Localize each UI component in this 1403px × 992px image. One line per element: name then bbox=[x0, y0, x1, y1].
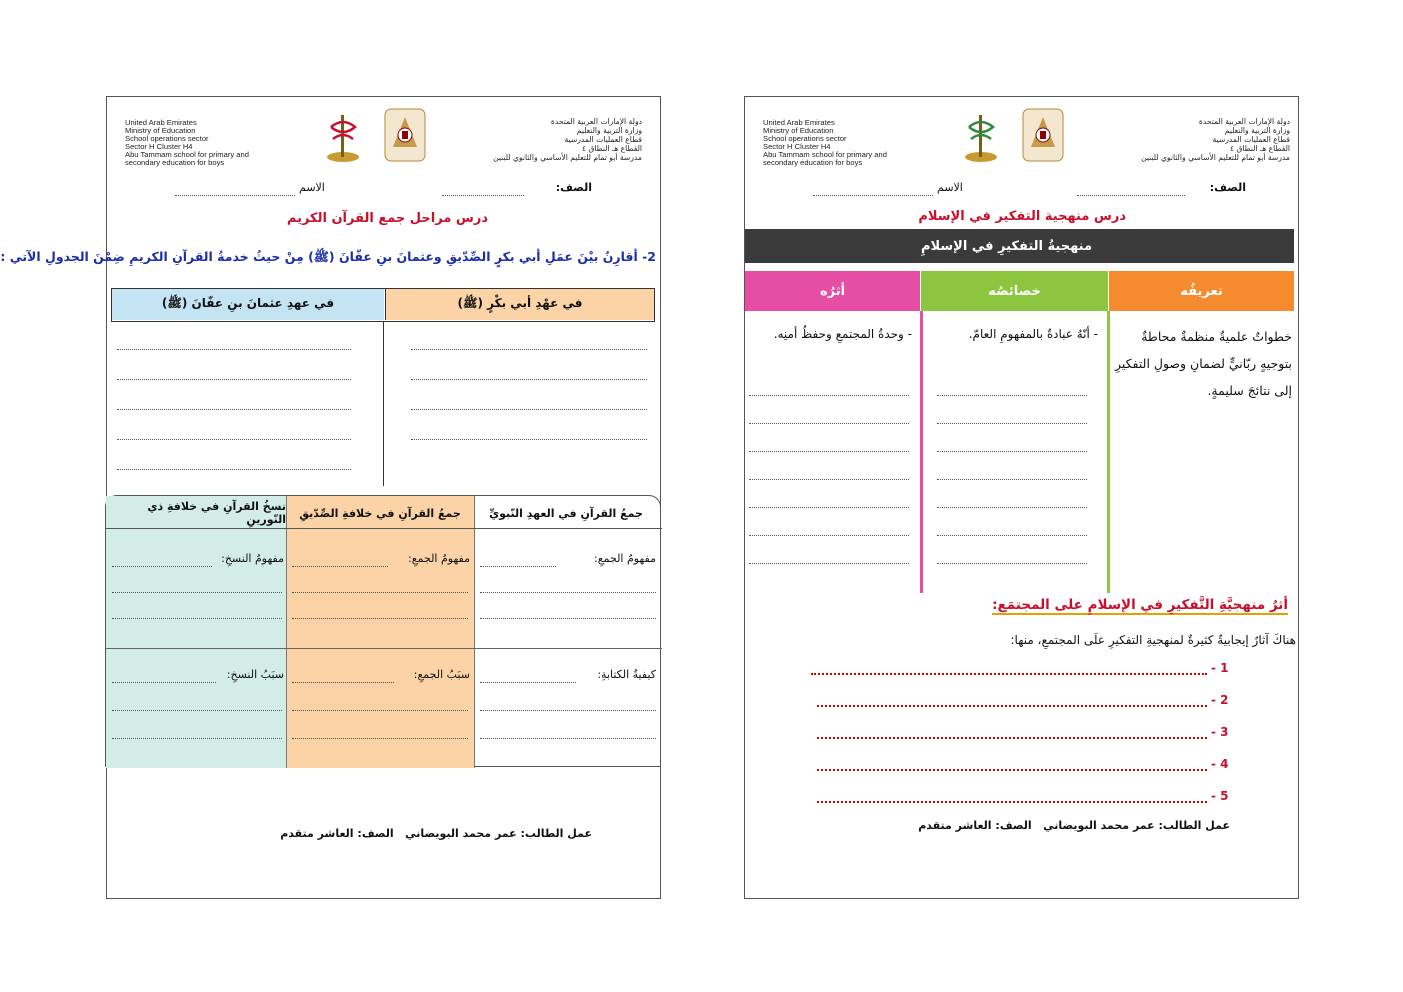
class-field[interactable] bbox=[1077, 195, 1185, 196]
col-uthman: في عهدِ عثمانَ بنِ عفّانَ (ﷺ) bbox=[112, 289, 384, 320]
effect-line[interactable] bbox=[749, 507, 909, 508]
abubakr-line[interactable] bbox=[411, 439, 647, 440]
footer-label: عمل الطالب: bbox=[1158, 819, 1230, 832]
effect-1: - وحدةُ المجتمعِ وحفظُ أمنِه. bbox=[773, 327, 912, 341]
name-field[interactable] bbox=[813, 195, 933, 196]
effect-line[interactable] bbox=[749, 479, 909, 480]
footer-class-value: العاشر متقدم bbox=[918, 819, 992, 832]
uthman-line[interactable] bbox=[117, 349, 351, 350]
lesson-title: درس منهجية التفكير في الإسلام bbox=[918, 209, 1126, 224]
uae-emblem-icon bbox=[383, 107, 427, 163]
name-field[interactable] bbox=[175, 195, 295, 196]
green-divider bbox=[1107, 311, 1110, 593]
effect-line[interactable] bbox=[749, 535, 909, 536]
siddiq-reason-label: سبَبُ الجمعِ: bbox=[413, 668, 470, 681]
answer-line[interactable] bbox=[292, 710, 468, 711]
footer-student: عمر محمد البويضاني bbox=[405, 827, 517, 840]
header-siddiq-era: جمعُ القرآنِ في خلافةِ الصِّدّيقِ bbox=[299, 506, 461, 520]
abubakr-line[interactable] bbox=[411, 379, 647, 380]
item-number: - 2 bbox=[1211, 693, 1229, 707]
class-label: الصف: bbox=[1209, 181, 1246, 194]
uthman-line[interactable] bbox=[117, 379, 351, 380]
effect-line[interactable] bbox=[749, 451, 909, 452]
answer-line[interactable] bbox=[292, 682, 394, 683]
answer-line[interactable] bbox=[292, 618, 468, 619]
footer-label: عمل الطالب: bbox=[520, 827, 592, 840]
item-line[interactable] bbox=[817, 737, 1207, 739]
item-number: - 4 bbox=[1211, 757, 1229, 771]
question-text: 2- أقارِنُ بيْنَ عمَلِ أبي بكرٍ الصِّدّيقِ وعثمانَ بنِ عفّانَ (ﷺ) مِنْ حيثُ خدمةُ القرآنِ الكريمِ ضِمْنَ الجدولِ الآتي : bbox=[0, 249, 656, 264]
answer-line[interactable] bbox=[292, 738, 468, 739]
feature-line[interactable] bbox=[937, 395, 1087, 396]
feature-line[interactable] bbox=[937, 451, 1087, 452]
answer-line[interactable] bbox=[480, 618, 656, 619]
col-features: خصائصُه bbox=[921, 271, 1108, 311]
class-field[interactable] bbox=[442, 195, 524, 196]
uthman-line[interactable] bbox=[117, 439, 351, 440]
feature-line[interactable] bbox=[937, 507, 1087, 508]
col-effect: أثرُه bbox=[745, 271, 920, 311]
answer-line[interactable] bbox=[112, 738, 282, 739]
item-line[interactable] bbox=[817, 705, 1207, 707]
item-line[interactable] bbox=[817, 769, 1207, 771]
feature-line[interactable] bbox=[937, 563, 1087, 564]
student-footer bbox=[280, 827, 592, 840]
header-prophet-era: جمعُ القرآنِ في العهدِ النّبويِّ bbox=[489, 506, 643, 520]
lesson-title: درس مراحل جمع القرآن الكريم bbox=[286, 211, 488, 226]
stages-row-line bbox=[106, 648, 662, 649]
footer-class-value: العاشر متقدم bbox=[280, 827, 354, 840]
item-line[interactable] bbox=[817, 801, 1207, 803]
feature-1: - أنّهُ عبادةٌ بالمفهومِ العامّ. bbox=[968, 327, 1098, 341]
effect-line[interactable] bbox=[749, 395, 909, 396]
answer-line[interactable] bbox=[480, 566, 556, 567]
peach-column bbox=[286, 496, 475, 768]
answer-line[interactable] bbox=[292, 592, 468, 593]
col-abubakr: في عهْدِ أبي بكْرٍ (ﷺ) bbox=[385, 289, 654, 320]
compare-table-header bbox=[111, 288, 655, 322]
answer-line[interactable] bbox=[480, 682, 576, 683]
uae-emblem-icon bbox=[1021, 107, 1065, 163]
pink-divider bbox=[920, 311, 923, 593]
teal-column bbox=[106, 496, 286, 768]
feature-line[interactable] bbox=[937, 535, 1087, 536]
ministry-logo-icon bbox=[961, 109, 1001, 165]
definition-text: خطواتٌ علميةٌ منظمةٌ محاطةٌ بتوجيهٍ ربّانيٍّ لضمانِ وصولِ التفكيرِ إلى نتائجَ سليمةٍ. bbox=[1114, 329, 1292, 398]
feature-line[interactable] bbox=[937, 423, 1087, 424]
answer-line[interactable] bbox=[480, 710, 656, 711]
right-worksheet bbox=[744, 96, 1299, 899]
prophet-concept-label: مفهومُ الجمعِ: bbox=[594, 552, 656, 565]
header-uthman-era: نسخُ القرآنِ في خلافةِ ذي النّورينِ bbox=[147, 500, 286, 526]
stages-header-line bbox=[106, 528, 662, 529]
name-label: الاسم bbox=[299, 181, 325, 194]
left-worksheet bbox=[0, 96, 661, 899]
ministry-logo-icon bbox=[323, 109, 363, 165]
item-number: - 3 bbox=[1211, 725, 1229, 739]
uthman-line[interactable] bbox=[117, 469, 351, 470]
header-arabic: دولة الإمارات العربية المتحدة وزارة التربية والتعليم قطاع العمليات المدرسية القطاع هـ النطاق ٤ مدرسة أبو تمام للتعليم الأساسي والثانوي للبنين bbox=[493, 117, 642, 162]
effect-line[interactable] bbox=[749, 423, 909, 424]
uthman-concept-label: مفهومُ النسخِ: bbox=[221, 552, 284, 565]
section-intro: هناكَ آثارٌ إيجابيةٌ كثيرةٌ لمنهجيةِ التفكيرِ علَى المجتمعِ، منها: bbox=[1010, 633, 1296, 647]
answer-line[interactable] bbox=[480, 592, 656, 593]
answer-line[interactable] bbox=[112, 566, 212, 567]
siddiq-concept-label: مفهومُ الجمعِ: bbox=[408, 552, 470, 565]
answer-line[interactable] bbox=[112, 682, 216, 683]
header-arabic: دولة الإمارات العربية المتحدة وزارة التربية والتعليم قطاع العمليات المدرسية القطاع هـ النطاق ٤ مدرسة أبو تمام للتعليم الأساسي والثانوي للبنين bbox=[1141, 117, 1290, 162]
abubakr-line[interactable] bbox=[411, 349, 647, 350]
item-line[interactable] bbox=[811, 673, 1207, 675]
student-footer bbox=[918, 819, 1230, 832]
uthman-reason-label: سبَبُ النسخِ: bbox=[226, 668, 284, 681]
footer-class-label: الصف: bbox=[995, 819, 1032, 832]
class-label: الصف: bbox=[555, 181, 592, 194]
compare-divider bbox=[383, 321, 384, 486]
footer-class-label: الصف: bbox=[357, 827, 394, 840]
section-title: أثرُ منهجيَّةِ التَّفكيرِ في الإسلامِ على المجتمَع: bbox=[992, 597, 1288, 613]
header-english: United Arab Emirates Ministry of Education School operations sector Sector H Cluster H4 Abu Tammam school for primary and secondary education for boys bbox=[763, 118, 887, 167]
item-number: - 5 bbox=[1211, 789, 1229, 803]
col-definition: تعريفُه bbox=[1109, 271, 1294, 311]
header-english: United Arab Emirates Ministry of Education School operations sector Sector H Cluster H4 Abu Tammam school for primary and secondary education for boys bbox=[125, 118, 249, 167]
feature-line[interactable] bbox=[937, 479, 1087, 480]
answer-line[interactable] bbox=[112, 592, 282, 593]
stages-table bbox=[105, 495, 661, 767]
prophet-writing-label: كيفيةُ الكتابةِ: bbox=[597, 668, 656, 681]
answer-line[interactable] bbox=[112, 710, 282, 711]
abubakr-line[interactable] bbox=[411, 409, 647, 410]
answer-line[interactable] bbox=[292, 566, 388, 567]
footer-student: عمر محمد البويضاني bbox=[1043, 819, 1155, 832]
answer-line[interactable] bbox=[112, 618, 282, 619]
name-label: الاسم bbox=[937, 181, 963, 194]
banner: منهجيةُ التفكيرِ في الإسلامِ bbox=[745, 229, 1294, 263]
item-number: - 1 bbox=[1211, 661, 1229, 675]
answer-line[interactable] bbox=[480, 738, 656, 739]
uthman-line[interactable] bbox=[117, 409, 351, 410]
effect-line[interactable] bbox=[749, 563, 909, 564]
